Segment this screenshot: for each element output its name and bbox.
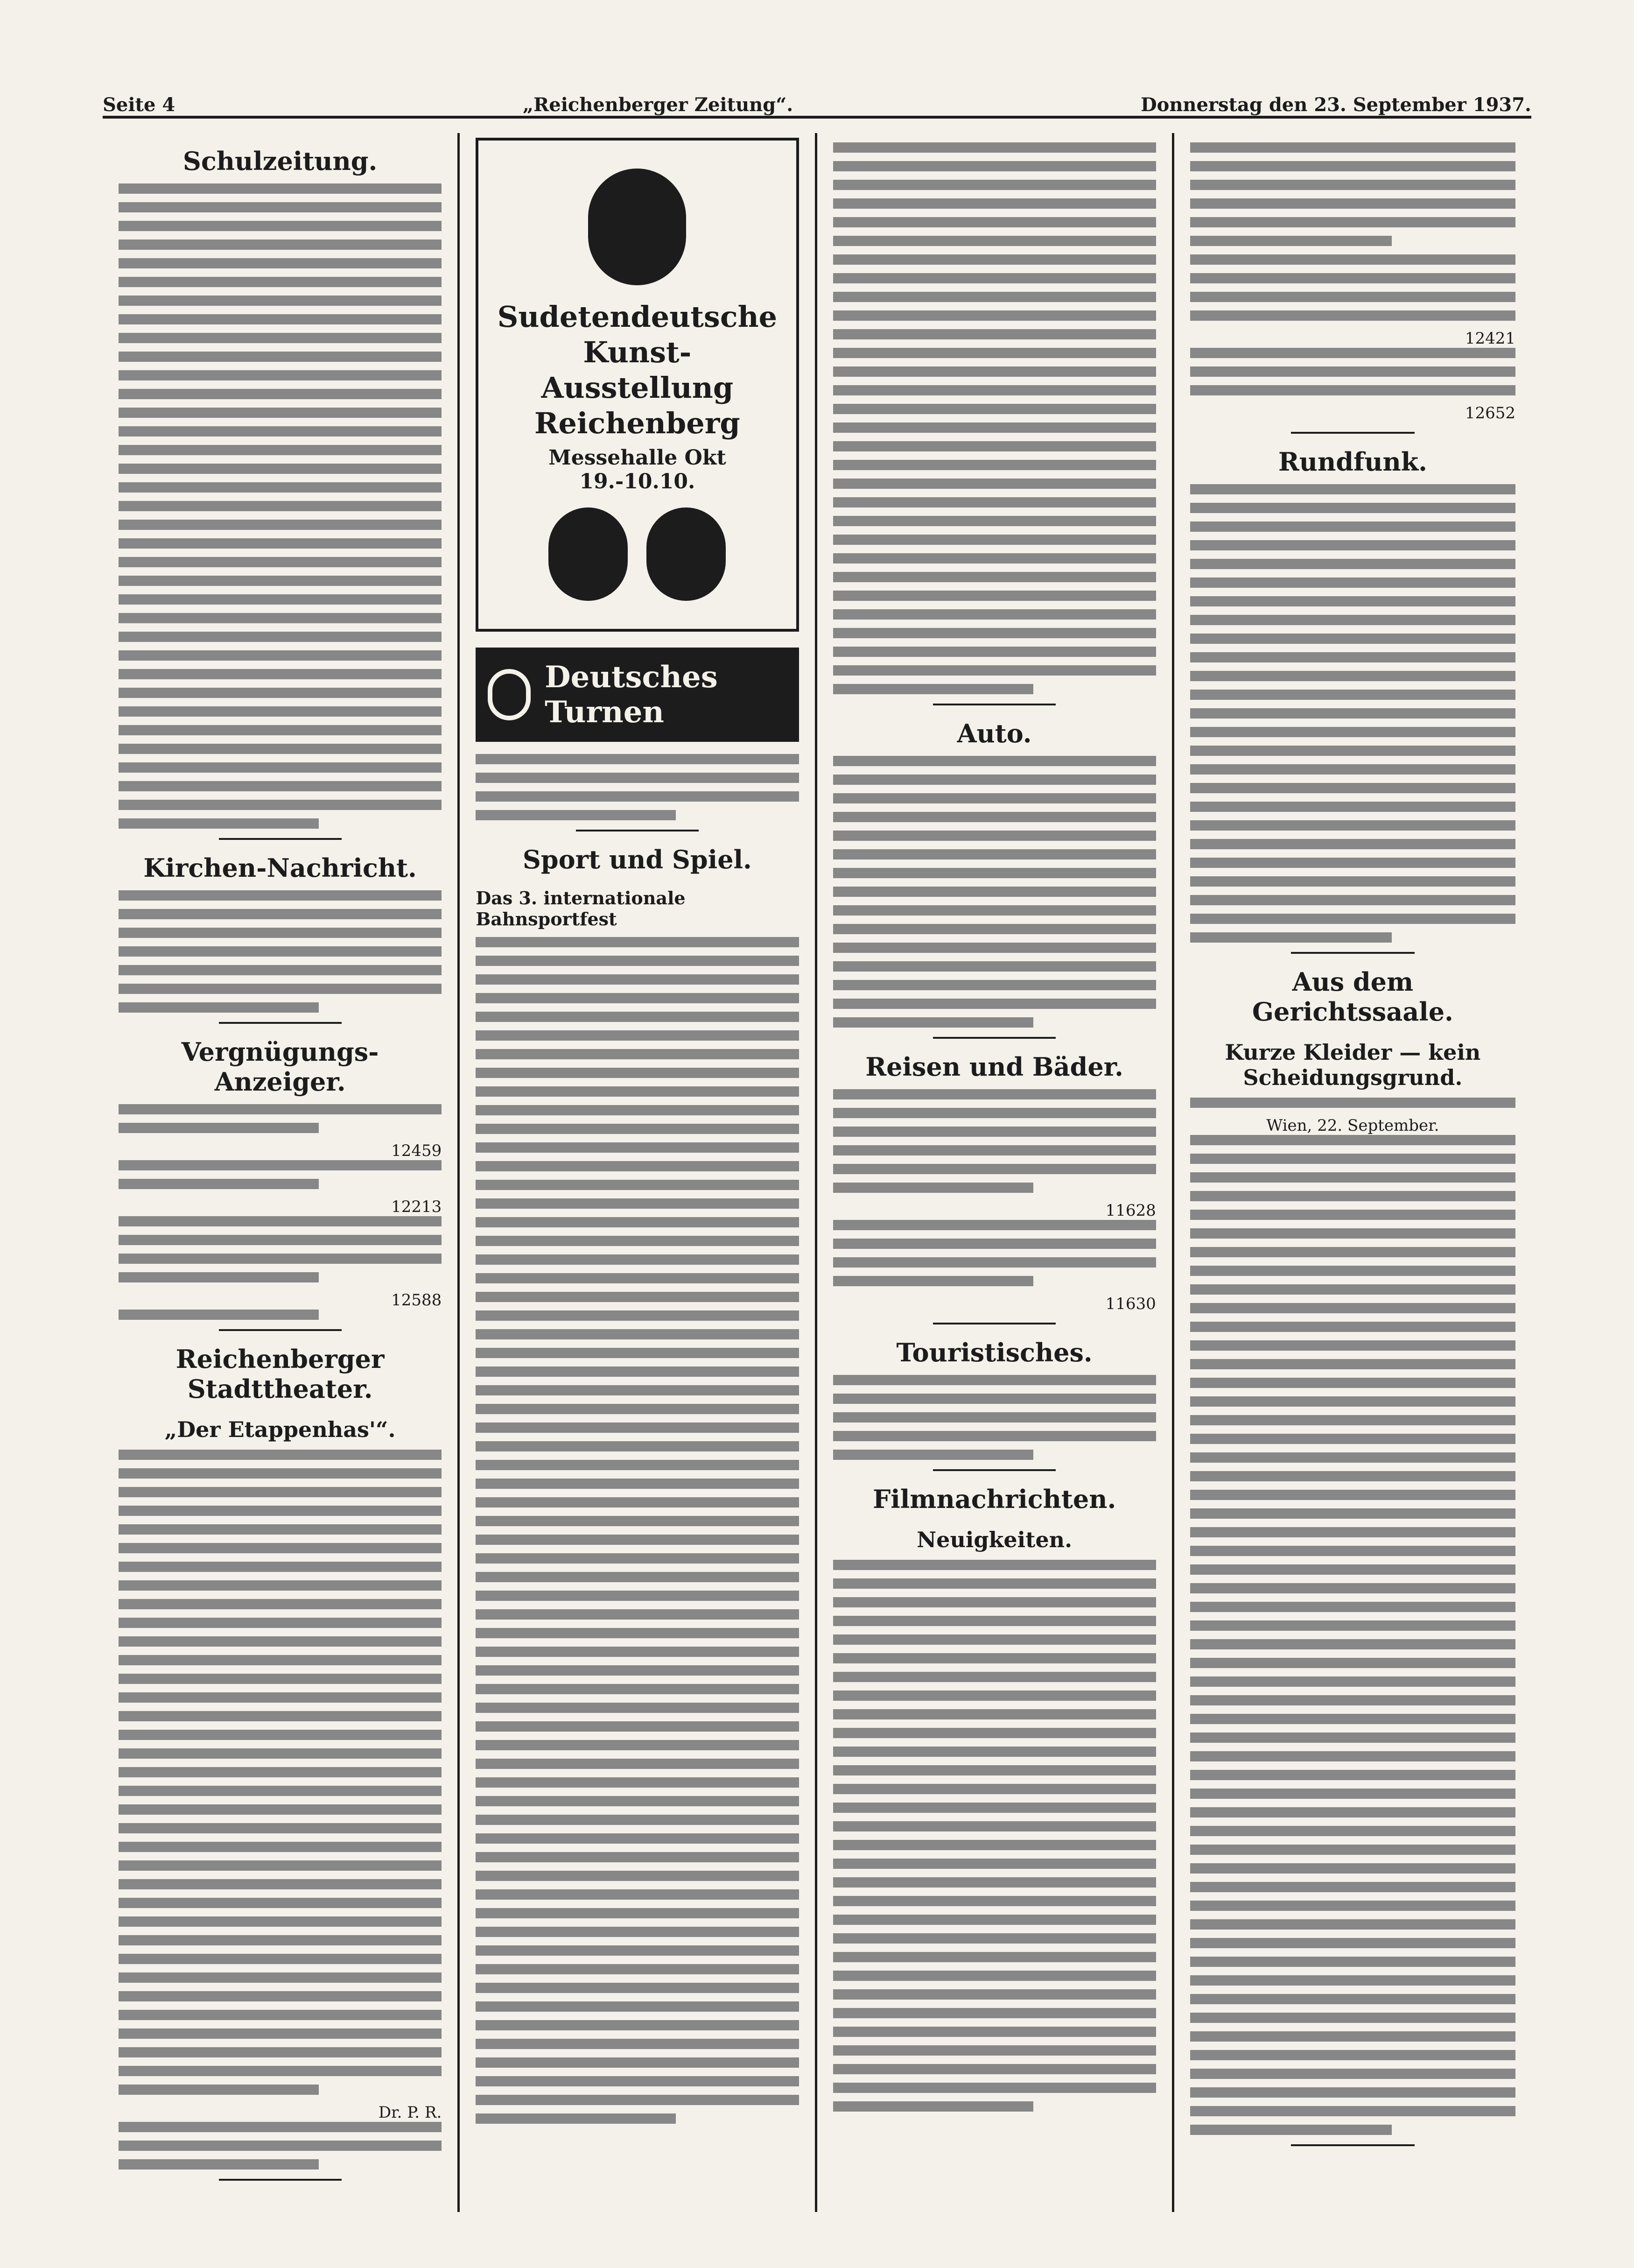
ad-number: 12459 xyxy=(391,1141,442,1160)
crest-icon xyxy=(646,507,726,601)
section-heading: Touristisches. xyxy=(896,1338,1093,1367)
dateline: Wien, 22. September. xyxy=(1266,1116,1439,1135)
page-number: Seite 4 xyxy=(103,94,175,116)
column-3 xyxy=(817,133,1174,2212)
section-heading: Sport und Spiel. xyxy=(522,845,752,874)
section-heading: Rundfunk. xyxy=(1278,447,1427,477)
ad-number: 12421 xyxy=(1465,329,1515,348)
ad-number: 12213 xyxy=(391,1197,442,1216)
section-heading: Auto. xyxy=(957,718,1032,748)
section-heading: Kirchen-Nachricht. xyxy=(143,853,417,883)
page-header xyxy=(103,83,1531,119)
section-heading: Reisen und Bäder. xyxy=(865,1052,1123,1082)
banner-title: Deutsches Turnen xyxy=(545,660,718,730)
ad-number: 12588 xyxy=(391,1291,442,1310)
column-4 xyxy=(1174,133,1531,2212)
article-headline: Kurze Kleider — kein Scheidungsgrund. xyxy=(1225,1040,1481,1090)
ad-subtitle: Messehalle Okt 19.-10.10. xyxy=(548,446,726,493)
section-heading: Aus dem Gerichtssaale. xyxy=(1252,967,1453,1027)
play-title: „Der Etappenhas'“. xyxy=(164,1417,396,1442)
ad-number: 11630 xyxy=(1105,1295,1156,1313)
turnen-banner xyxy=(476,648,799,742)
ad-number: 12652 xyxy=(1465,404,1515,423)
ad-number: 11628 xyxy=(1105,1201,1156,1220)
column-2 xyxy=(460,133,817,2212)
article-heading: Das 3. internationale Bahnsportfest xyxy=(476,887,686,930)
crest-icon xyxy=(548,507,628,601)
section-heading: Schulzeitung. xyxy=(182,146,378,176)
section-heading: Vergnügungs-Anzeiger. xyxy=(181,1037,379,1097)
section-heading: Filmnachrichten. xyxy=(872,1484,1116,1514)
signature: Dr. P. R. xyxy=(378,2103,442,2122)
crest-icon xyxy=(588,169,686,285)
issue-date: Donnerstag den 23. September 1937. xyxy=(1140,94,1531,116)
exhibition-ad xyxy=(476,138,799,632)
column-1 xyxy=(103,133,460,2212)
newspaper-title: „Reichenberger Zeitung“. xyxy=(523,94,793,116)
columns xyxy=(103,133,1531,2212)
section-heading: Reichenberger Stadttheater. xyxy=(175,1344,385,1404)
emblem-icon xyxy=(488,669,531,720)
ad-title: Sudetendeutsche Kunst-Ausstellung Reichenberg xyxy=(497,300,778,440)
subheading: Neuigkeiten. xyxy=(917,1527,1073,1552)
